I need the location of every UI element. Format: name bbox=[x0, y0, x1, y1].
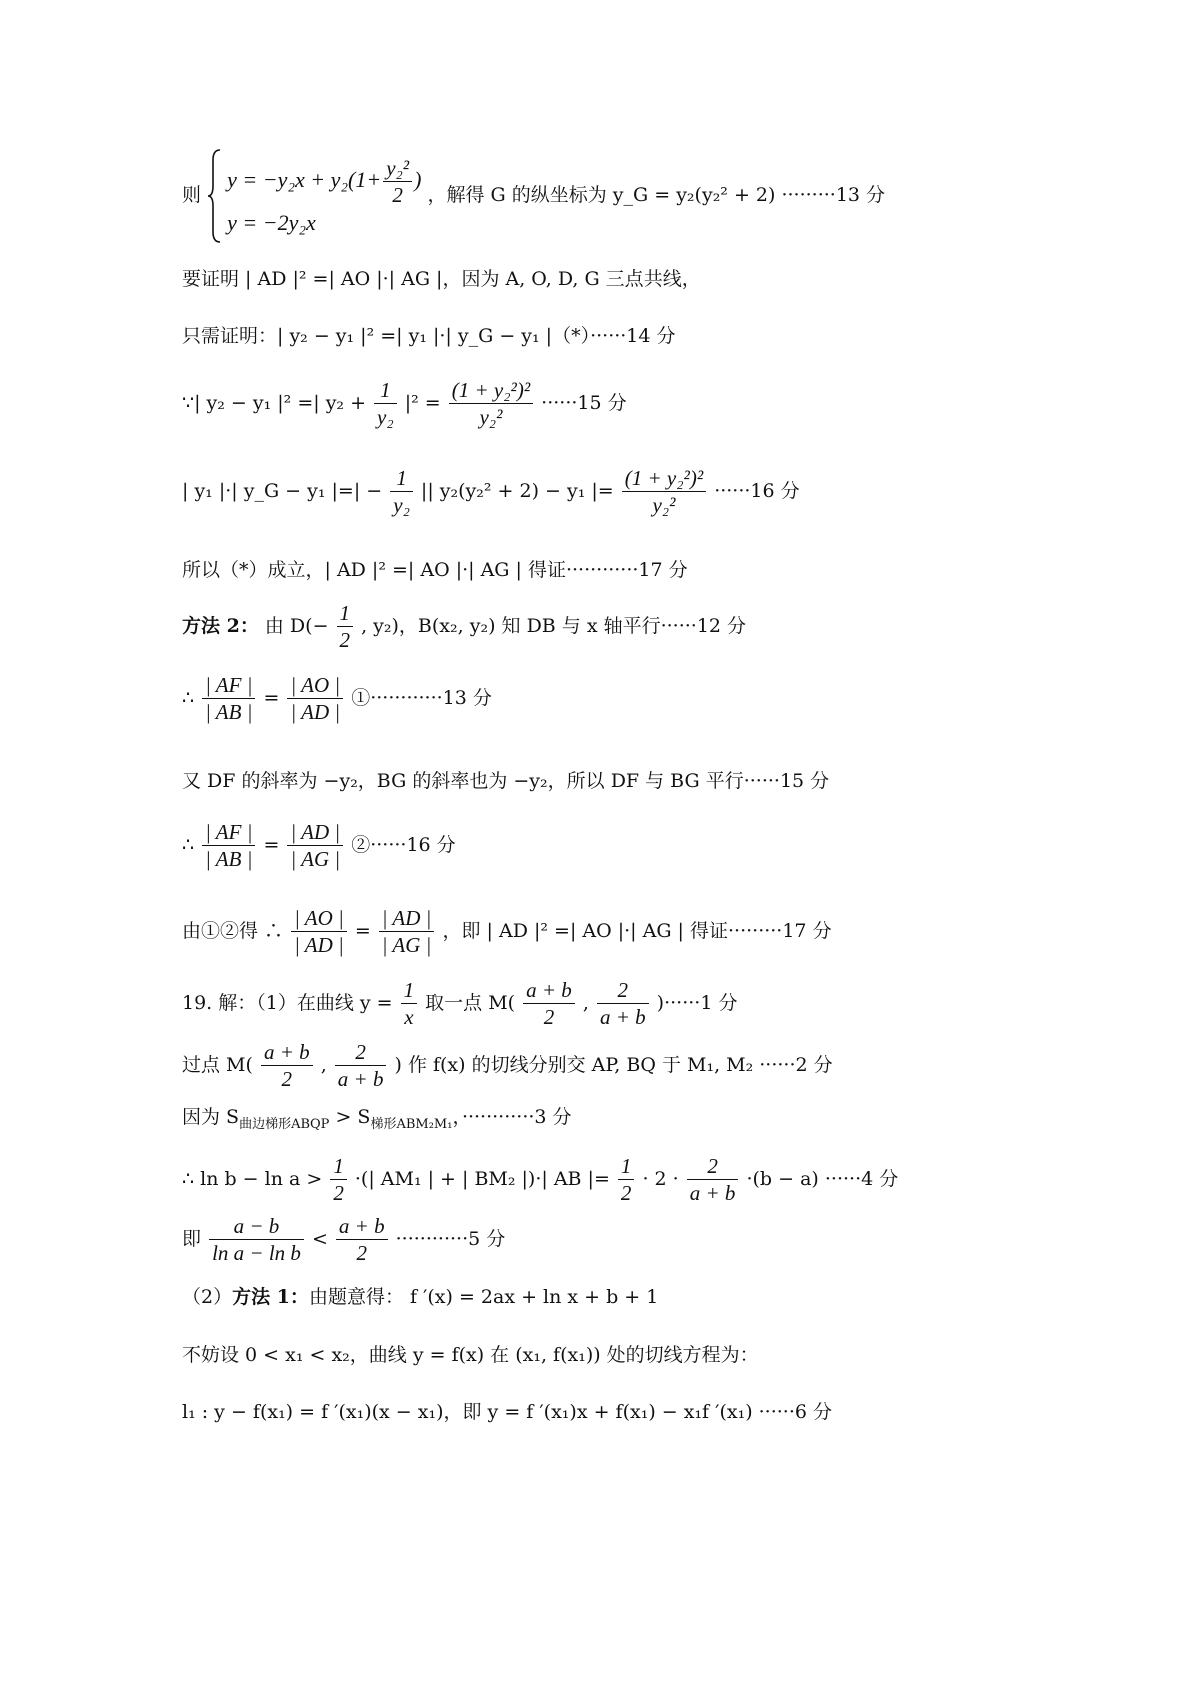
text: ······16 分 bbox=[714, 480, 800, 502]
denominator: | AD | bbox=[290, 700, 341, 724]
line-formula bbox=[182, 380, 627, 428]
text: = bbox=[354, 920, 371, 942]
method-label: 方法 2： bbox=[182, 615, 259, 637]
text: · 2 · bbox=[642, 1168, 679, 1190]
equation-row: y = −2y₂x bbox=[227, 210, 316, 235]
denominator: y₂ bbox=[393, 493, 410, 517]
denominator: | AB | bbox=[205, 700, 253, 724]
line-formula bbox=[182, 1042, 833, 1090]
text: || y₂(y₂² + 2) − y₁ |= bbox=[420, 480, 614, 502]
numerator: | AD | bbox=[287, 822, 343, 846]
denominator: | AG | bbox=[290, 847, 341, 871]
denominator: | AG | bbox=[381, 933, 432, 957]
denominator: | AB | bbox=[205, 847, 253, 871]
fraction bbox=[379, 908, 435, 956]
line-system bbox=[182, 148, 885, 244]
numerator: y₂² bbox=[383, 158, 412, 182]
denominator: y₂² bbox=[479, 405, 503, 429]
text: 即 bbox=[182, 1228, 202, 1250]
fraction bbox=[202, 822, 255, 870]
fraction bbox=[523, 980, 575, 1028]
line-area bbox=[182, 1108, 572, 1131]
numerator: a + b bbox=[523, 980, 575, 1004]
numerator: 2 bbox=[597, 980, 649, 1004]
numerator: 1 bbox=[337, 603, 354, 627]
numerator: | AO | bbox=[291, 908, 347, 932]
numerator: (1 + y₂²)² bbox=[449, 380, 533, 404]
line-text: 所以（*）成立，| AD |² =| AO |·| AG | 得证············17 分 bbox=[182, 559, 688, 581]
fraction bbox=[383, 158, 412, 206]
text: 19. 解：（1）在曲线 y = bbox=[182, 992, 393, 1014]
text: ·(| AM₁ | + | BM₂ |)·| AB |= bbox=[354, 1168, 610, 1190]
denominator: x bbox=[404, 1005, 414, 1029]
text: ①············13 分 bbox=[351, 687, 492, 709]
denominator: a + b bbox=[337, 1067, 384, 1091]
numerator: 1 bbox=[330, 1156, 347, 1180]
numerator: (1 + y₂²)² bbox=[622, 468, 706, 492]
numerator: 2 bbox=[687, 1156, 739, 1180]
fraction bbox=[374, 380, 397, 428]
fraction bbox=[597, 980, 649, 1028]
numerator: | AF | bbox=[202, 822, 255, 846]
denominator: 2 bbox=[281, 1067, 293, 1091]
text: 因为 S bbox=[182, 1106, 240, 1128]
subscript: 梯形ABM₂M₁ bbox=[370, 1116, 453, 1132]
denominator: y₂² bbox=[652, 493, 676, 517]
text: 取一点 M( bbox=[425, 992, 516, 1014]
text: ······15 分 bbox=[541, 392, 627, 414]
line-method1 bbox=[182, 1288, 658, 1307]
fraction bbox=[287, 675, 343, 723]
line-formula bbox=[182, 468, 800, 516]
text: > S bbox=[329, 1106, 371, 1128]
text: = bbox=[263, 834, 280, 856]
equation-system bbox=[227, 158, 421, 234]
subscript: 曲边梯形ABQP bbox=[239, 1116, 330, 1132]
text: , bbox=[320, 1054, 327, 1076]
denominator: 2 bbox=[620, 1181, 632, 1205]
text: ∴ bbox=[182, 834, 195, 856]
line-formula bbox=[182, 1156, 898, 1204]
eq-part: ) bbox=[414, 167, 422, 193]
fraction bbox=[622, 468, 706, 516]
text: ∴ ln b − ln a > bbox=[182, 1168, 323, 1190]
denominator: ln a − ln b bbox=[212, 1241, 301, 1265]
line-text: 只需证明：| y₂ − y₁ |² =| y₁ |·| y_G − y₁ |（*）······14 分 bbox=[182, 325, 676, 347]
fraction bbox=[330, 1156, 347, 1204]
denominator: 2 bbox=[543, 1005, 555, 1029]
text: |² = bbox=[404, 392, 441, 414]
text: ，即 | AD |² =| AO |·| AG | 得证·········17 分 bbox=[442, 920, 832, 942]
fraction bbox=[202, 675, 255, 723]
text: ∴ bbox=[182, 687, 195, 709]
fraction bbox=[390, 468, 413, 516]
fraction bbox=[401, 980, 418, 1028]
numerator: a + b bbox=[336, 1216, 388, 1240]
text: )······1 分 bbox=[656, 992, 738, 1014]
denominator: y₂ bbox=[377, 405, 394, 429]
line-text: 不妨设 0 < x₁ < x₂，曲线 y = f(x) 在 (x₁, f(x₁)) 处的切线方程为： bbox=[182, 1344, 759, 1366]
line-text: 要证明 | AD |² =| AO |·| AG |，因为 A, O, D, G 三点共线， bbox=[182, 268, 701, 290]
text: , bbox=[582, 992, 589, 1014]
text: 由 D(− bbox=[264, 615, 329, 637]
fraction bbox=[209, 1216, 304, 1264]
line-formula bbox=[182, 1216, 505, 1264]
text: ·(b − a) ······4 分 bbox=[746, 1168, 899, 1190]
text: 由①②得 ∴ bbox=[182, 920, 284, 942]
fraction bbox=[336, 1216, 388, 1264]
numerator: a − b bbox=[209, 1216, 304, 1240]
eq-part: y = −y₂x + y₂(1+ bbox=[227, 167, 382, 193]
numerator: 2 bbox=[335, 1042, 387, 1066]
text: | y₁ |·| y_G − y₁ |=| − bbox=[182, 480, 383, 502]
line-text: 又 DF 的斜率为 −y₂，BG 的斜率也为 −y₂，所以 DF 与 BG 平行······15 分 bbox=[182, 770, 830, 792]
text: , y₂)，B(x₂, y₂) 知 DB 与 x 轴平行······12 分 bbox=[361, 615, 747, 637]
text: 过点 M( bbox=[182, 1054, 253, 1076]
line-formula bbox=[182, 675, 492, 723]
equation-row bbox=[227, 158, 421, 206]
fraction bbox=[335, 1042, 387, 1090]
text: ，············3 分 bbox=[452, 1106, 572, 1128]
denominator: a + b bbox=[599, 1005, 646, 1029]
fraction bbox=[261, 1042, 313, 1090]
line-formula bbox=[182, 822, 456, 870]
denominator: 2 bbox=[356, 1241, 367, 1265]
numerator: | AD | bbox=[379, 908, 435, 932]
text: 则 bbox=[182, 184, 202, 206]
denominator: 2 bbox=[339, 628, 351, 652]
numerator: 1 bbox=[374, 380, 397, 404]
text: ∵| y₂ − y₁ |² =| y₂ + bbox=[182, 392, 366, 414]
denominator: 2 bbox=[333, 1181, 344, 1205]
method-label: 方法 1： bbox=[232, 1286, 309, 1308]
numerator: 1 bbox=[390, 468, 413, 492]
fraction bbox=[337, 603, 354, 651]
text: ············5 分 bbox=[395, 1228, 506, 1250]
numerator: | AO | bbox=[287, 675, 343, 699]
text: （2） bbox=[182, 1286, 233, 1308]
fraction bbox=[449, 380, 533, 428]
line-method2 bbox=[182, 603, 746, 651]
text: ) 作 f(x) 的切线分别交 AP, BQ 于 M₁, M₂ ······2 分 bbox=[394, 1054, 833, 1076]
numerator: | AF | bbox=[202, 675, 255, 699]
denominator: | AD | bbox=[294, 933, 344, 957]
left-brace-icon bbox=[207, 148, 221, 244]
fraction bbox=[291, 908, 347, 956]
fraction bbox=[687, 1156, 739, 1204]
numerator: a + b bbox=[261, 1042, 313, 1066]
fraction bbox=[287, 822, 343, 870]
numerator: 1 bbox=[401, 980, 418, 1004]
text: = bbox=[263, 687, 280, 709]
text: ②······16 分 bbox=[351, 834, 456, 856]
text: 由题意得： f ′(x) = 2ax + ln x + b + 1 bbox=[308, 1286, 659, 1308]
numerator: 1 bbox=[618, 1156, 635, 1180]
line-text: l₁ : y − f(x₁) = f ′(x₁)(x − x₁)，即 y = f ′(x₁)x + f(x₁) − x₁f ′(x₁) ······6 分 bbox=[182, 1401, 833, 1423]
text: < bbox=[311, 1228, 328, 1250]
denominator: a + b bbox=[689, 1181, 736, 1205]
line-formula bbox=[182, 980, 737, 1028]
fraction bbox=[618, 1156, 635, 1204]
line-formula bbox=[182, 908, 832, 956]
text: ，解得 G 的纵坐标为 y_G = y₂(y₂² + 2) ·········13 分 bbox=[427, 184, 886, 206]
denominator: 2 bbox=[392, 183, 403, 207]
